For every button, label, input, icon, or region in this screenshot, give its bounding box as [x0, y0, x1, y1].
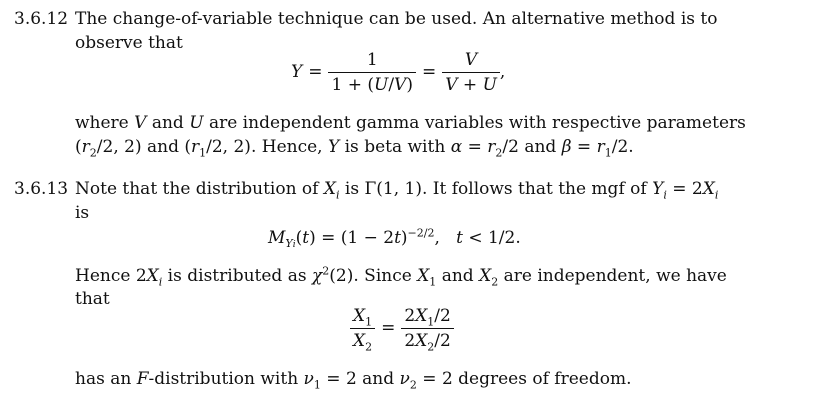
fraction-one-over: [328, 50, 415, 95]
exercise-number-3-6-13: 3.6.13: [14, 179, 69, 199]
p12-equation-y: [291, 50, 505, 95]
p13-equation-f: $\frac{X_1}{X_2}$ = $\frac{2X_1/2}{2X_2/2}$: [350, 306, 454, 351]
exercise-number-3-6-12: 3.6.12: [14, 9, 69, 29]
p13-line-1: Note that the distribution of $X_i$ is Γ(1, 1). It follows that the mgf of $Y_i = 2X_i$: [75, 179, 719, 202]
eq-equals: =: [308, 62, 323, 82]
frac-denominator: 1 + (U/V): [331, 75, 413, 95]
p12-line-3: where V and U are independent gamma variables with respective parameters: [75, 113, 746, 133]
frac-denominator-vu: V + U: [445, 75, 497, 95]
fraction-v-over: [442, 50, 500, 95]
p13-equation-mgf: $M_{Yi}(t) = (1 - 2t)^{-2/2}$, t < 1/2.: [268, 226, 521, 251]
p12-line-4: ($r_2/2$, 2) and ($r_1/2$, 2). Hence, Y is beta with $\alpha = r_2/2$ and $\beta = r_1/2$.: [75, 137, 634, 160]
eq-equals-2: =: [421, 62, 437, 82]
p13-line-5: has an F-distribution with $\nu_1 = 2$ and $\nu_2 = 2$ degrees of freedom.: [75, 369, 632, 392]
p12-line-2: observe that: [75, 33, 183, 53]
p13-line-4: that: [75, 289, 110, 309]
p13-line-3: Hence $2X_i$ is distributed as $\chi^2(2)$. Since $X_1$ and $X_2$ are independent, we have: [75, 264, 727, 289]
eq-comma: ,: [499, 62, 506, 82]
p12-line-1: The change-of-variable technique can be used. An alternative method is to: [75, 9, 718, 29]
frac-numerator-v: V: [442, 50, 500, 73]
fraction-2x1-over-2x2: $\frac{2X_1/2}{2X_2/2}$: [401, 306, 453, 351]
p13-line-2: is: [75, 203, 90, 223]
frac-numerator: 1: [328, 50, 415, 73]
eq-y-lhs: Y: [291, 62, 303, 82]
fraction-x1-over-x2: $\frac{X_1}{X_2}$: [350, 306, 375, 351]
